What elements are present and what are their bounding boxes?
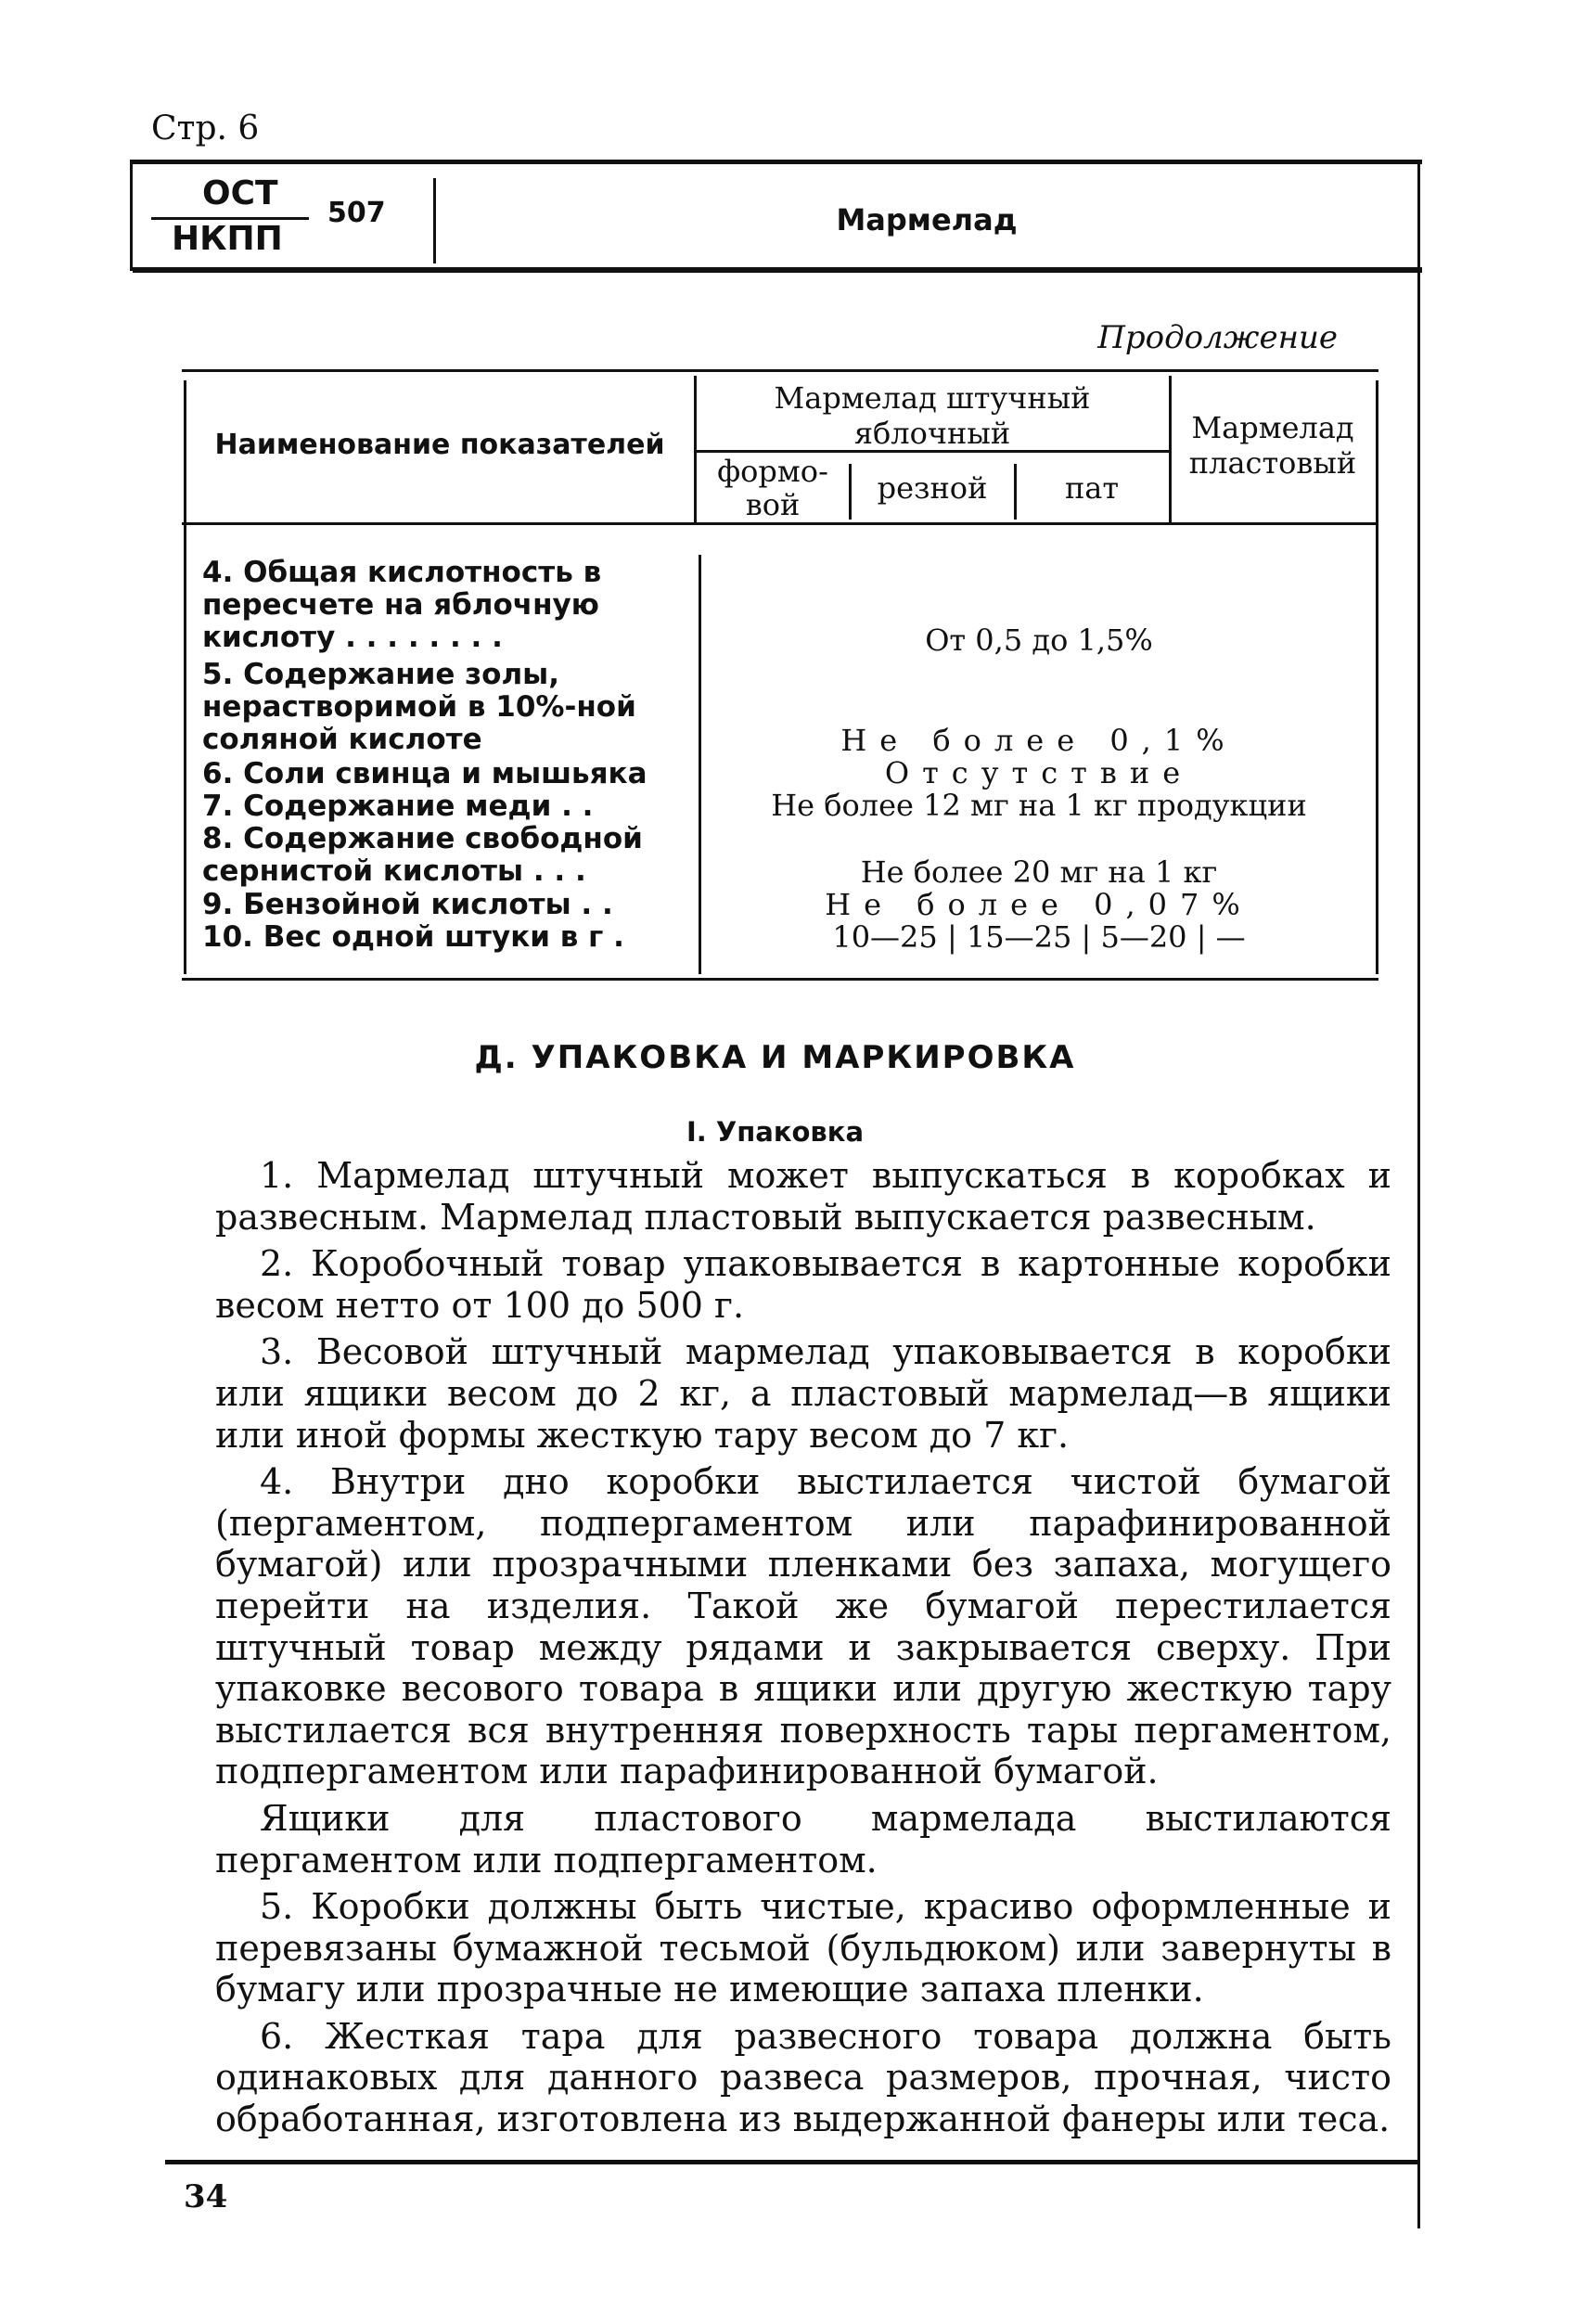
column-header-line: формо- [717,454,828,489]
table-left-border [184,380,186,974]
standard-agency: НКПП [172,220,283,258]
standard-code: ОСТ [202,174,278,212]
page-number: 34 [184,2178,228,2215]
page-label: Стр. 6 [151,109,260,148]
standard-number: 507 [327,197,386,229]
table-row-name: 7. Содержание меди . . [202,790,594,823]
table-header-rule [182,522,1378,525]
paragraph: 4. Внутри дно коробки выстилается чистой бумагой (пергаментом, подпергаментом или парафинированной бумагой) или прозрачными пленками без запаха, могущего перейти на изделия. Такой же бумагой перестилается штучный товар между рядами и закрывается сверху. При упаковке весового товара в ящики или другую жесткую тару выстилается вся внутренняя поверхность тары пергаментом, подпергаментом или парафинированной бумагой. [215,1461,1391,1792]
column-group-header [696,380,1169,451]
column-header-line: вой [745,487,801,522]
column-group-header-line: яблочный [853,416,1011,451]
paragraph: 3. Весовой штучный мармелад упаковывается в коробки или ящики весом до 2 кг, а пластовый мармелад—в ящики или иной формы жесткую тару весом до 7 кг. [215,1331,1391,1456]
column-header-plastovy [1172,410,1374,481]
section-title: Д. УПАКОВКА И МАРКИРОВКА [474,1039,1076,1076]
column-header-pat: пат [1064,470,1120,506]
table-bottom-rule [182,978,1378,981]
standard-designation [151,174,430,263]
table-row-value: Отсутствие [884,755,1194,790]
body-text [215,1155,1391,2146]
page-right-border [1417,160,1420,2228]
header-left-border [130,160,133,271]
paragraph: 5. Коробки должны быть чистые, красиво оформленные и перевязаны бумажной тесьмой (бульдюком) или завернуты в бумагу или прозрачные не имеющие запаха пленки. [215,1886,1391,2010]
table-row-name: 5. Содержание золы, нерастворимой в 10%-ной соляной кислоте [202,658,636,756]
column-header-formovoy [698,455,848,521]
table-row-name: 6. Соли свинца и мышьяка [202,757,647,790]
table-row-value: 10—25 | 15—25 | 5—20 | — [832,919,1246,955]
table-row-name: 8. Содержание свободной сернистой кислоты . . . [202,822,643,888]
table-row-value: Не более 12 мг на 1 кг продукции [771,788,1307,823]
table-top-rule [182,369,1378,372]
paragraph: Ящики для пластового мармелада выстилаются пергаментом или подпергаментом. [215,1797,1391,1881]
table-row-value: Не более 0,1% [840,723,1237,758]
document-title: Мармелад [836,202,1018,238]
table-row-value: От 0,5 до 1,5% [925,623,1153,658]
header-top-rule [133,160,1422,164]
table-row-value: Не более 0,07% [825,887,1253,922]
table-row-name: 4. Общая кислотность в пересчете на яблочную кислоту . . . . . . . . [202,556,602,654]
paragraph: 1. Мармелад штучный может выпускаться в коробках и развесным. Мармелад пластовый выпускается развесным. [215,1155,1391,1238]
column-header-line: Мармелад [1191,410,1354,445]
header-bottom-rule [133,267,1422,273]
subsection-title: I. Упаковка [686,1116,865,1148]
table-row-name: 10. Вес одной штуки в г . [202,920,624,954]
column-group-header-line: Мармелад штучный [774,380,1091,416]
table-row-value: Не более 20 мг на 1 кг [860,854,1218,890]
paragraph: 6. Жесткая тара для развесного товара должна быть одинаковых для данного развеса размеров, прочная, чисто обработанная, изготовлена из выдержанной фанеры или теса. [215,2015,1391,2140]
table-row-name: 9. Бензойной кислоты . . [202,888,613,921]
continued-label: Продолжение [1097,319,1338,356]
table-column-divider [699,555,701,974]
column-header-name: Наименование показателей [214,429,665,461]
table-right-border [1376,380,1378,974]
paragraph: 2. Коробочный товар упаковывается в картонные коробки весом нетто от 100 до 500 г. [215,1243,1391,1326]
footer-rule [165,2160,1417,2164]
column-header-reznoy: резной [877,470,988,506]
column-header-line: пластовый [1188,445,1357,481]
